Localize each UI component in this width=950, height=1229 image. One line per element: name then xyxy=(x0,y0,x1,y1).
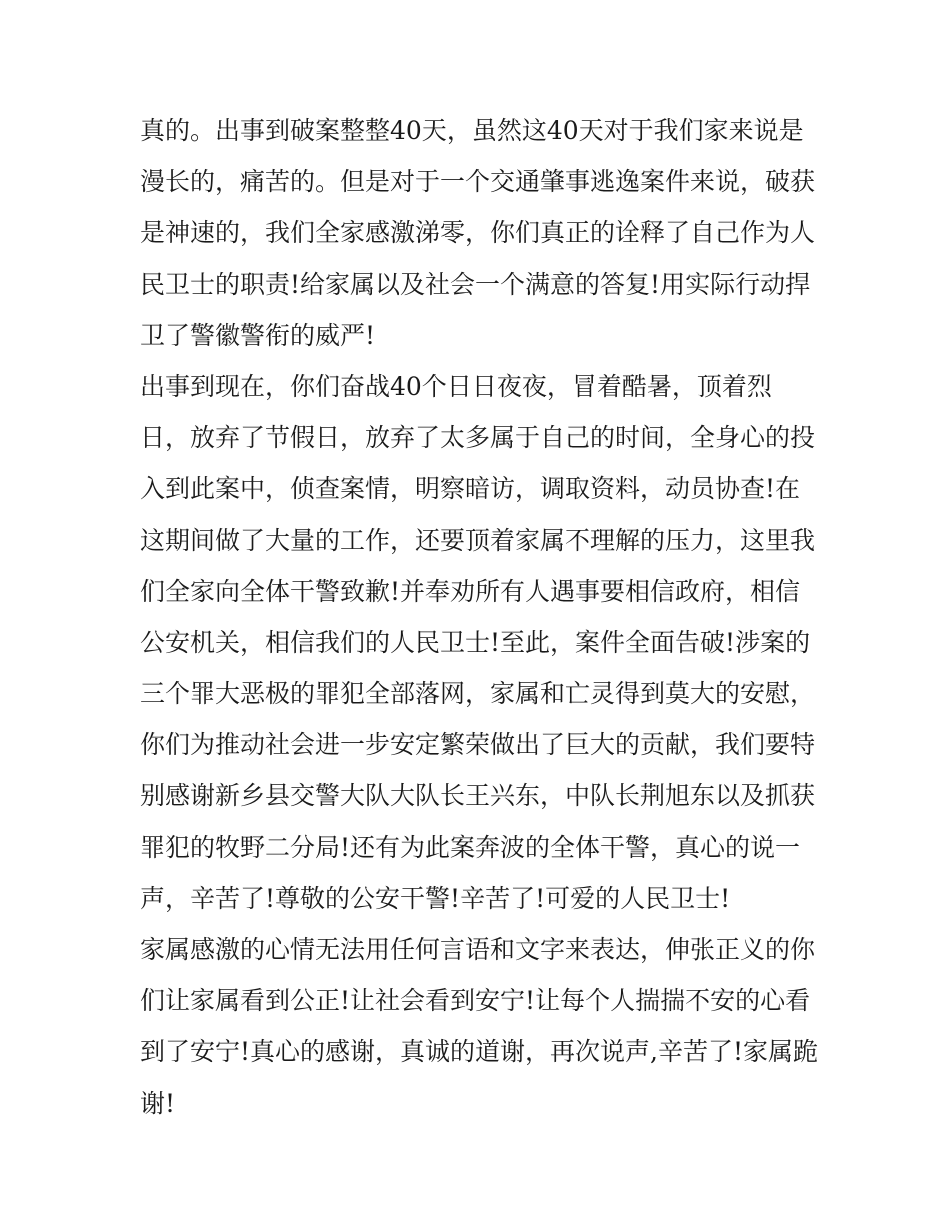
text-line: 声，辛苦了!尊敬的公安干警!辛苦了!可爱的人民卫士! xyxy=(140,883,731,913)
text-line: 民卫士的职责!给家属以及社会一个满意的答复!用实际行动捍 xyxy=(140,269,811,299)
text-line: 罪犯的牧野二分局!还有为此案奔波的全体干警，真心的说一 xyxy=(140,832,801,862)
text-line: 卫了警徽警衔的威严! xyxy=(140,320,376,350)
text-line: 们全家向全体干警致歉!并奉劝所有人遇事要相信政府，相信 xyxy=(140,576,801,606)
text-line: 你们为推动社会进一步安定繁荣做出了巨大的贡献，我们要特 xyxy=(140,730,816,760)
text-line: 真的。出事到破案整整40天，虽然这40天对于我们家来说是 xyxy=(140,116,804,145)
text-line: 家属感激的心情无法用任何言语和文字来表达，伸张正义的你 xyxy=(140,935,816,964)
text-line: 别感谢新乡县交警大队大队长王兴东，中队长荆旭东以及抓获 xyxy=(140,781,816,811)
text-line: 出事到现在，你们奋战40个日日夜夜，冒着酷暑，顶着烈 xyxy=(140,371,772,401)
text-line: 谢! xyxy=(140,1088,176,1118)
letter-body xyxy=(140,105,830,1129)
text-line: 日，放弃了节假日，放弃了太多属于自己的时间，全身心的投 xyxy=(140,423,816,453)
text-line: 漫长的，痛苦的。但是对于一个交通肇事逃逸案件来说，破获 xyxy=(140,167,816,197)
text-line: 三个罪大恶极的罪犯全部落网，家属和亡灵得到莫大的安慰， xyxy=(140,679,816,709)
text-line: 这期间做了大量的工作，还要顶着家属不理解的压力，这里我 xyxy=(140,525,816,555)
text-line: 公安机关，相信我们的人民卫士!至此，案件全面告破!涉案的 xyxy=(140,627,811,657)
text-line: 是神速的，我们全家感激涕零，你们真正的诠释了自己作为人 xyxy=(140,218,816,248)
text-line: 到了安宁!真心的感谢，真诚的道谢，再次说声,辛苦了!家属跪 xyxy=(140,1037,819,1067)
text-line: 们让家属看到公正!让社会看到安宁!让每个人揣揣不安的心看 xyxy=(140,986,811,1016)
text-line: 入到此案中，侦查案情，明察暗访，调取资料，动员协查!在 xyxy=(140,474,801,504)
